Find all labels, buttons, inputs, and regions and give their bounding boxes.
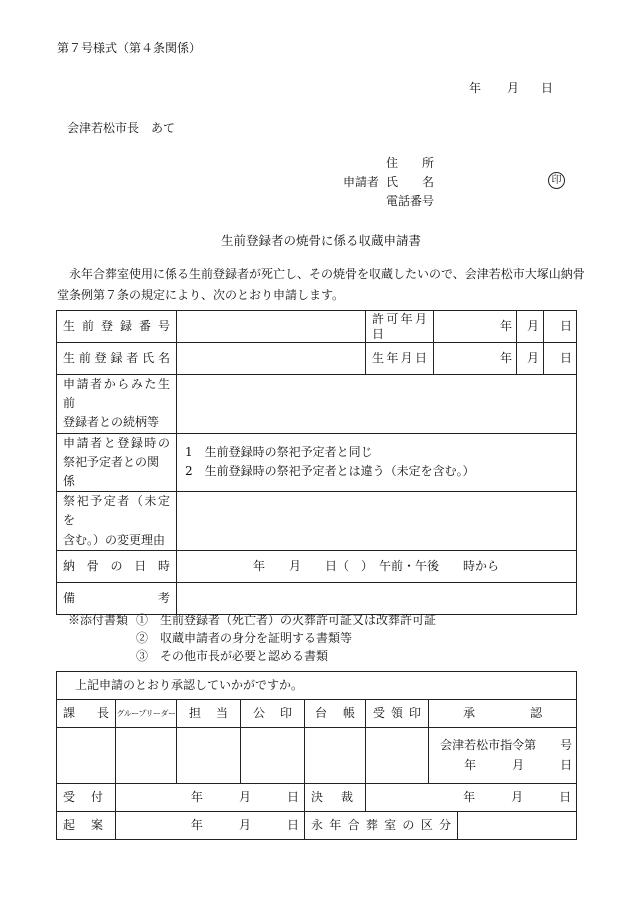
remarks-label: 備 考 [57, 582, 177, 614]
reg-name-field[interactable] [177, 343, 366, 375]
attachments-label: ※添付書類 [68, 613, 129, 627]
reg-number-label: 生前登録番号 [57, 311, 177, 343]
approval-field[interactable] [429, 728, 577, 784]
tanto-label: 担当 [177, 700, 241, 728]
section-label: 永年合葬室の区分 [305, 812, 458, 840]
attachment-item-2: ② 収蔵申請者の身分を証明する書類等 [136, 631, 353, 645]
daicho-label: 台帳 [305, 700, 366, 728]
directive-number: 会津若松市指令第 号 [440, 738, 573, 753]
applicant-name-label: 氏 名 [386, 175, 435, 189]
applicant-phone-label: 電話番号 [386, 194, 435, 208]
ka-cho-label: 課長 [57, 700, 116, 728]
seal-mark: 印 [548, 172, 565, 189]
permit-date-month[interactable]: 月 [517, 311, 544, 343]
daicho-stamp[interactable] [305, 728, 366, 784]
group-leader-stamp[interactable] [116, 728, 177, 784]
uketsuke-date[interactable]: 年 月 日 [116, 784, 305, 812]
approval-question: 上記申請のとおり承認していかがですか。 [57, 672, 577, 700]
attachment-item-3: ③ その他市長が必要と認める書類 [136, 649, 329, 663]
kessai-date[interactable]: 年 月 日 [366, 784, 577, 812]
reg-number-field[interactable] [177, 311, 366, 343]
kian-label: 起案 [57, 812, 116, 840]
birth-date-year[interactable]: 年 [434, 343, 517, 375]
form-title: 生前登録者の焼骨に係る収蔵申請書 [221, 233, 422, 248]
shonin-label: 承認 [429, 700, 577, 728]
form-number: 第７号様式（第４条関係） [57, 41, 202, 55]
reg-name-label: 生前登録者氏名 [57, 343, 177, 375]
change-reason-label: 祭祀予定者（未定を 含む。）の変更理由 [57, 492, 177, 551]
top-date-year: 年 [469, 81, 482, 95]
top-date-day: 日 [541, 81, 554, 95]
tanto-stamp[interactable] [177, 728, 241, 784]
koin-label: 公印 [241, 700, 305, 728]
top-date-month: 月 [507, 81, 520, 95]
addressee: 会津若松市長 あて [67, 121, 176, 135]
juryoin-label: 受領印 [366, 700, 429, 728]
interment-label: 納骨の日時 [57, 550, 177, 582]
change-reason-field[interactable] [177, 492, 577, 551]
kian-date[interactable]: 年 月 日 [116, 812, 305, 840]
approval-date: 年 月 日 [464, 757, 573, 772]
successor-relation-label: 申請者と登録時の 祭祀予定者との関係 [57, 433, 177, 492]
section-field[interactable] [458, 812, 577, 840]
relation-label: 申請者からみた生前 登録者との続柄等 [57, 375, 177, 434]
kessai-label: 決裁 [305, 784, 366, 812]
office-use-table [56, 671, 577, 840]
birth-date-label: 生年月日 [366, 343, 434, 375]
group-leader-label: グループリーダー [116, 700, 177, 728]
intro-line-1: 永年合葬室使用に係る生前登録者が死亡し、その焼骨を収蔵したいので、会津若松市大塚山納骨 [57, 267, 585, 281]
permit-date-day[interactable]: 日 [544, 311, 577, 343]
successor-options [177, 433, 577, 492]
applicant-label: 申請者 [343, 175, 380, 189]
koin-stamp[interactable] [241, 728, 305, 784]
juryoin-stamp[interactable] [366, 728, 429, 784]
uketsuke-label: 受付 [57, 784, 116, 812]
permit-date-label: 許可年月日 [366, 311, 434, 343]
interment-datetime-field[interactable]: 年 月 日（ ） 午前・午後 時から [177, 550, 577, 582]
birth-date-month[interactable]: 月 [517, 343, 544, 375]
permit-date-year[interactable]: 年 [434, 311, 517, 343]
main-table [56, 310, 577, 615]
birth-date-day[interactable]: 日 [544, 343, 577, 375]
applicant-address-label: 住 所 [386, 156, 435, 170]
relation-field[interactable] [177, 375, 577, 434]
intro-line-2: 堂条例第７条の規定により、次のとおり申請します。 [57, 288, 345, 302]
option-same[interactable]: 1 生前登録時の祭祀予定者と同じ [185, 445, 373, 460]
option-different[interactable]: 2 生前登録時の祭祀予定者とは違う（未定を含む。） [185, 464, 475, 479]
ka-cho-stamp[interactable] [57, 728, 116, 784]
remarks-field[interactable] [177, 582, 577, 614]
attachment-item-1: ① 生前登録者（死亡者）の火葬許可証又は改葬許可証 [136, 613, 437, 627]
